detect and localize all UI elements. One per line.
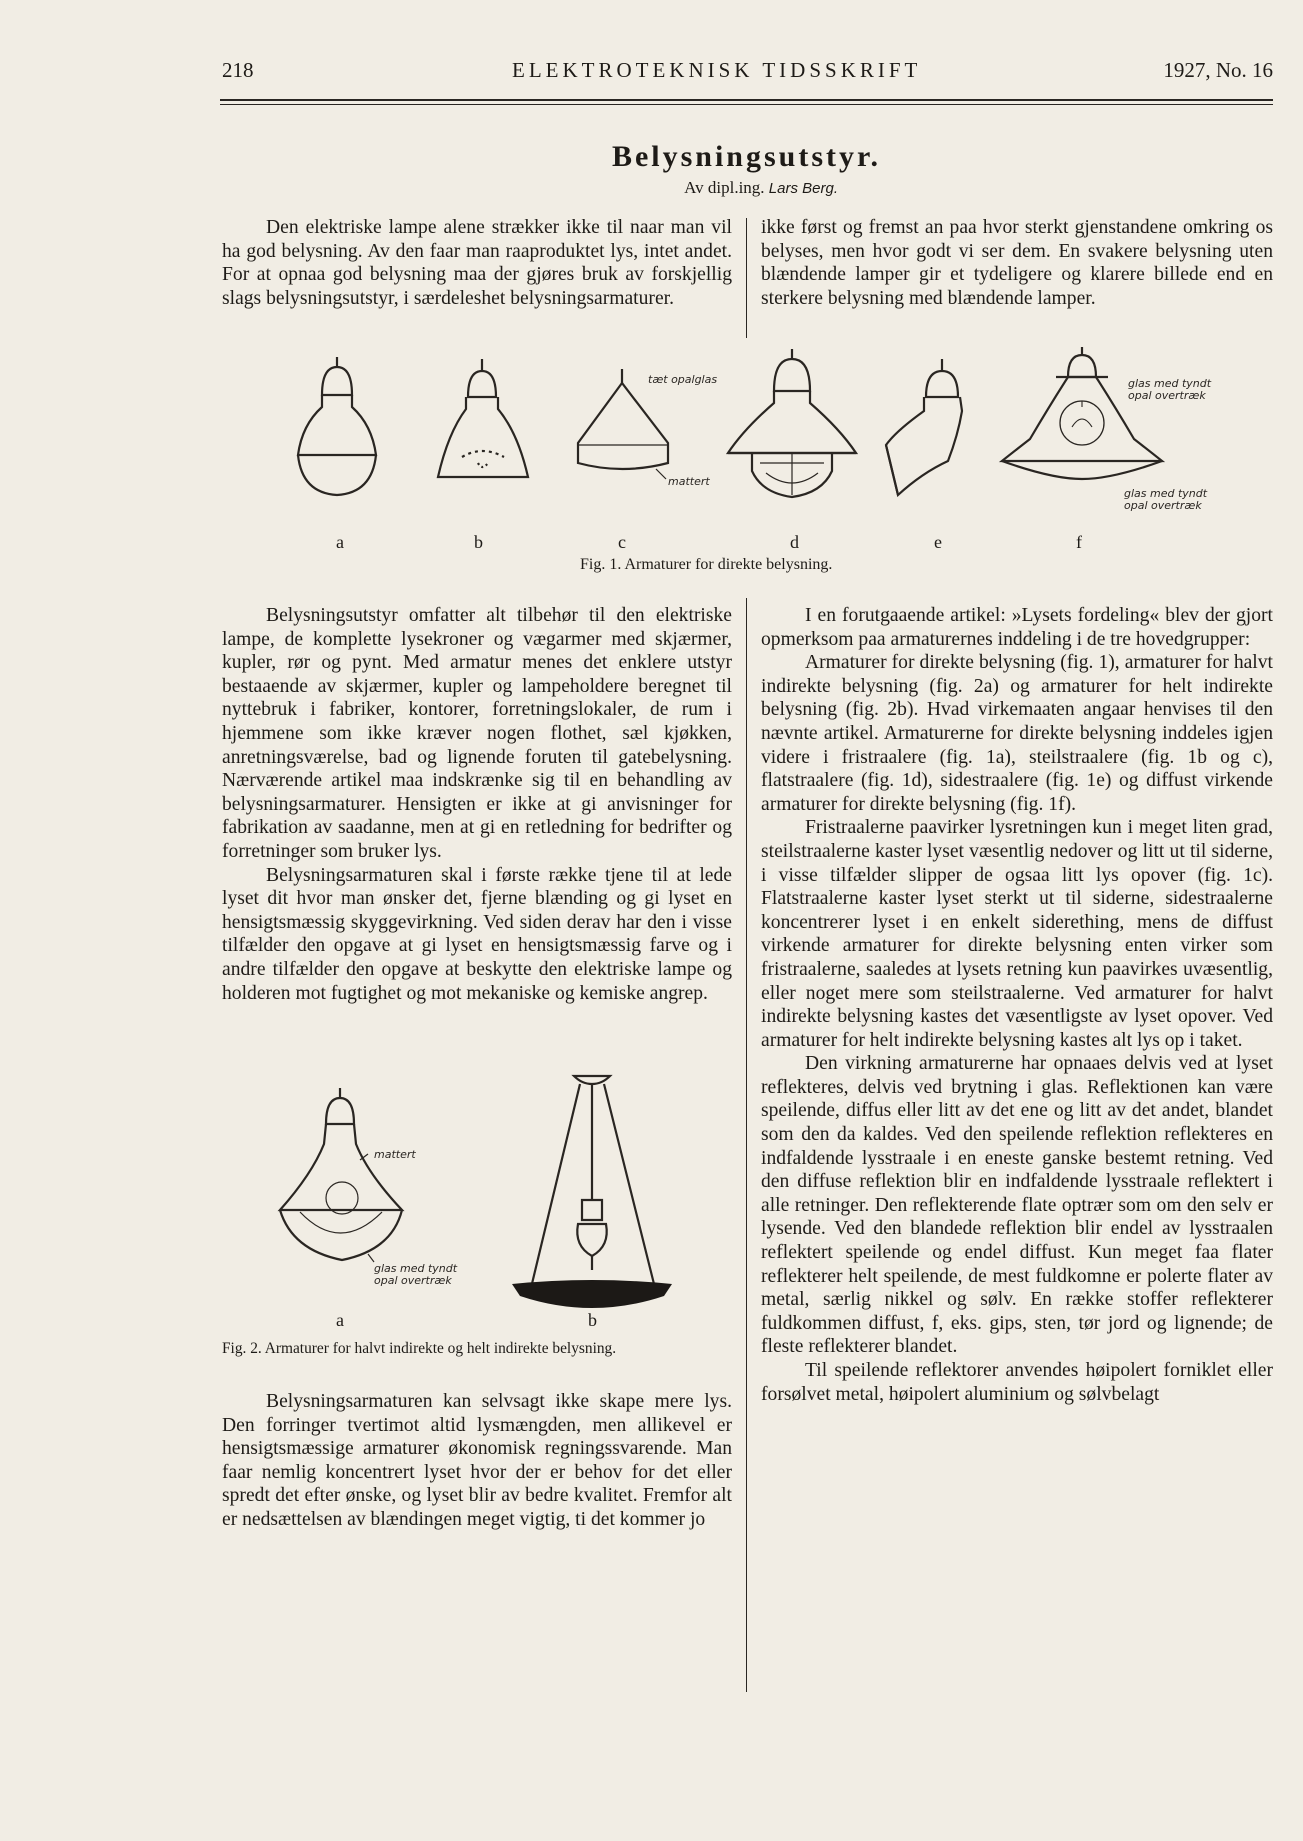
label-c-bottom: mattert — [668, 475, 710, 488]
figure-1-illustration — [282, 345, 1242, 545]
intro-paragraph-left: Den elektriske lampe alene strækker ikke til naar man vil ha god belysning. Av den faar man raaproduktet lys, intet andet. For at opnaa god belysning maa der gjøres bruk av forskjellig slags belysningsutstyr, i særdeleshet belysningsarmaturer. — [222, 217, 732, 309]
lamp-2b-reflector-bowl — [512, 1280, 672, 1308]
label-2a-top: mattert — [374, 1148, 416, 1161]
label-f-bottom-1: glas med tyndt — [1124, 487, 1208, 500]
journal-title: ELEKTROTEKNISK TIDSSKRIFT — [512, 58, 922, 82]
lamp-2b-indirect-pendant — [530, 1076, 656, 1292]
label-f-bottom-2: opal overtræk — [1124, 499, 1202, 512]
paragraph: I en forutgaaende artikel: »Lysets fordeling« blev der gjort opmerksom paa armaturernes inddeling i de tre hovedgrupper: — [761, 605, 1273, 650]
figure-1-caption: Fig. 1. Armaturer for direkte belysning. — [580, 556, 833, 573]
running-head — [222, 58, 1273, 84]
byline-prefix: Av dipl.ing. — [684, 178, 765, 197]
author-name: Lars Berg. — [768, 180, 838, 197]
paragraph: Til speilende reflektorer anvendes høipolert forniklet eller forsølvet metal, høipolert aluminium og sølvbelagt — [761, 1360, 1273, 1405]
lamp-f-diffuse — [1002, 347, 1162, 479]
lamp-a-free-radiator — [298, 357, 376, 495]
lamp-2a-semi-indirect — [280, 1088, 402, 1262]
fig1-letter-f: f — [1076, 532, 1082, 552]
fig1-letter-e: e — [934, 532, 942, 552]
label-2a-bottom-1: glas med tyndt — [374, 1262, 458, 1275]
fig2-letter-b: b — [588, 1310, 597, 1330]
column-divider-main — [746, 598, 747, 1692]
fig1-letter-d: d — [790, 532, 799, 552]
label-2a-bottom-2: opal overtræk — [374, 1274, 452, 1287]
byline — [220, 178, 838, 198]
page-number: 218 — [222, 58, 254, 82]
lamp-b-steep-radiator — [438, 359, 528, 477]
fig2-letter-a: a — [336, 1310, 344, 1330]
fig1-letter-b: b — [474, 532, 483, 552]
fig1-letter-a: a — [336, 532, 344, 552]
issue-number: 1927, No. 16 — [1163, 58, 1273, 82]
left-column — [222, 604, 732, 1005]
article-title: Belysningsutstyr. — [611, 140, 882, 173]
paragraph: Belysningsarmaturen skal i første række tjene til at lede lyset dit hvor man ønsker det, fjerne blænding og gi lyset en hensigtsmæssig skyggevirkning. Ved siden derav har den i visse tilfælder den opgave at gi lyset en hensigtsmæssig farve og i andre tilfælder den opgave at beskytte den elektriske lampe og holderen mot fugtighet og mot mekaniske og kemiske angrep. — [222, 864, 732, 1004]
right-column — [761, 604, 1273, 1406]
paragraph: Armaturer for direkte belysning (fig. 1), armaturer for halvt indirekte belysning (fig. 2a) og armaturer for helt indirekte belysning (fig. 2b). Hvad virkemaaten angaar henvises til den nævnte artikel. Armaturerne for direkte belysning inddeles igjen videre i fristraalere (fig. 1a), steilstraalere (fig. 1b og c), flatstraalere (fig. 1d), sidestraalere (fig. 1e) og diffust virkende armaturer for direkte belysning (fig. 1f). — [761, 652, 1273, 815]
lamp-e-side-radiator — [886, 359, 962, 495]
left-column-continued — [222, 1390, 732, 1532]
figure-2-illustration — [262, 1070, 722, 1340]
header-rule-thin — [220, 104, 1273, 105]
label-c-top: tæt opalglas — [648, 373, 718, 386]
intro-left-column — [222, 216, 732, 310]
fig1-letter-c: c — [618, 532, 626, 552]
label-f-top-1: glas med tyndt — [1128, 377, 1212, 390]
intro-paragraph-right: ikke først og fremst an paa hvor sterkt gjenstandene omkring os belyses, men hvor godt vi ser dem. En svakere belysning uten blændende lamper gir et tydeligere og klarere billede end en sterkere belysning med blændende lamper. — [761, 217, 1273, 309]
label-f-top-2: opal overtræk — [1128, 389, 1206, 402]
header-rule — [220, 99, 1273, 101]
paragraph: Belysningsarmaturen kan selvsagt ikke skape mere lys. Den forringer tvertimot altid lysmængden, men allikevel er hensigtsmæssige armaturer økonomisk regningssvarende. Man faar nemlig koncentrert lyset hvor der er behov for det eller spredt det efter ønske, og lyset blir av bedre kvalitet. Fremfor alt er nedsættelsen av blændingen meget vigtig, ti det kommer jo — [222, 1391, 732, 1530]
paragraph: Den virkning armaturerne har opnaaes delvis ved at lyset reflekteres, delvis ved brytning i glas. Reflektionen kan være speilende, diffus eller litt av det ene og litt av det andet, blandet som den da kaldes. Ved den speilende reflektion reflekteres en indfaldende lysstraale i en eneste ganske bestemt retning. Ved den diffuse reflektion blir en indfaldende lysstraale reflektert i alle retninger. Den reflekterende flate optrær som om den selv er lysende. Ved den blandede reflektion blir endel av lysstraalen reflektert speilende og endel diffust. Kun meget faa flater reflekterer helt speilende, de mest fuldkomne er polerte flater av metal, særlig nikkel og sølv. En række stoffer reflekterer fuldkommen diffust, f, eks. gips, sten, tør jord og lignende; de fleste reflekterer blandet. — [761, 1053, 1273, 1358]
paragraph: Fristraalerne paavirker lysretningen kun i meget liten grad, steilstraalerne kaster lyset væsentlig nedover og litt ut til siderne, i visse tilfælder slipper de ogsaa litt lys opover (fig. 1c). Flatstraalerne kaster lyset sterkt ut til siderne, sidestraalerne koncentrerer lyset i en enkelt siderething, mens de diffust virkende armaturer for direkte belysning enten virker som fristraalerne, saaledes at lysets retning kun paavirkes uvæsentlig, eller noget mere som steilstraalerne. Ved armaturer for halvt indirekte belysning kastes det væsentligste av lyset opover. Ved armaturer for helt indirekte belysning kastes alt lys op i taket. — [761, 817, 1273, 1051]
figure-2-caption: Fig. 2. Armaturer for halvt indirekte og helt indirekte belysning. — [222, 1340, 617, 1357]
intro-right-column — [761, 216, 1273, 310]
lamp-d-flat-radiator — [728, 349, 856, 497]
column-divider — [746, 218, 747, 338]
paragraph: Belysningsutstyr omfatter alt tilbehør til den elektriske lampe, de komplette lysekroner og vægarmer med skjærmer, kupler, rør og pynt. Med armatur menes det enklere utstyr bestaaende av skjærmer, kupler og lampeholdere beregnet til nyttebruk i fabriker, kontorer, forretningslokaler, de rum i hjemmene som ikke kræver nogen flothet, sæl kjøkken, anretningsværelse, bad og lignende foruten til gatebelysning. Nærværende artikel maa indskrænke sig til en behandling av belysningsarmaturer. Hensigten er ikke at gi anvisninger for fabrikation av saadanne, men at gi en retledning for bedrifter og forretninger som bruker lys. — [222, 605, 732, 862]
